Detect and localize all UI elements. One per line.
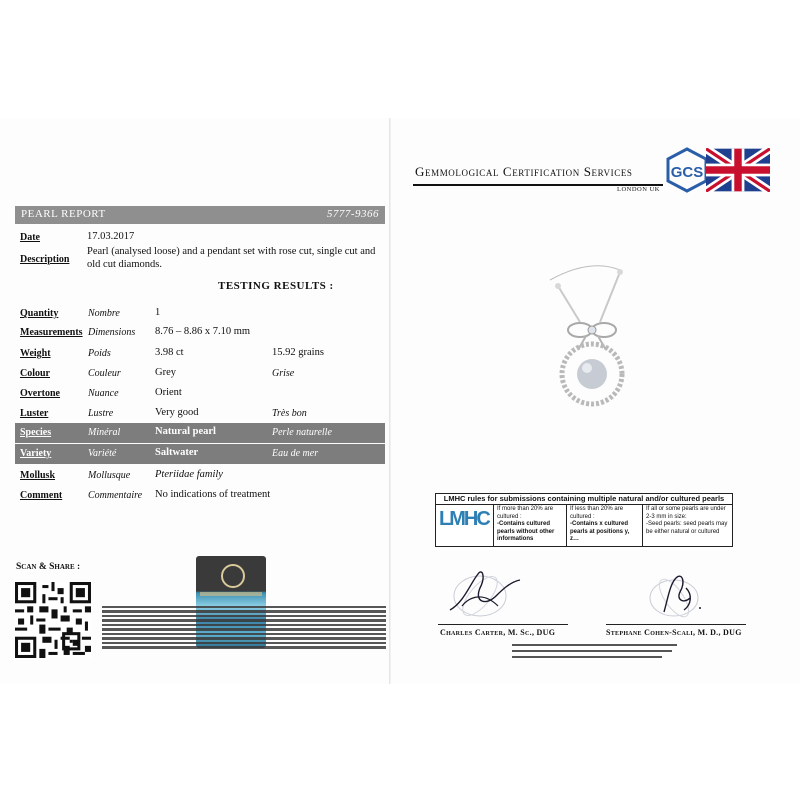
lmhc-col-cultured-over-20 (493, 505, 566, 546)
report-number: 5777-9366 (326, 208, 379, 220)
variety-label: Variety (20, 448, 52, 459)
gcs-logo-text: GCS (670, 164, 704, 181)
species-label: Species (20, 427, 52, 438)
description-label: Description (20, 254, 70, 265)
signature-line-2 (606, 624, 746, 625)
signatory-2-name: Stephane Cohen-Scali, M. D., DUG (606, 628, 742, 637)
lmhc-col-cultured-under-20 (566, 505, 642, 546)
report-title: PEARL REPORT (21, 208, 106, 220)
quantity-value: 1 (155, 307, 161, 318)
colour-fr-value: Grise (272, 368, 295, 379)
comment-label: Comment (20, 490, 63, 501)
measurements-label: Measurements (20, 327, 83, 338)
mollusk-label: Mollusk (20, 470, 56, 481)
lmhc-col1-rule: -Contains cultured pearls without other informations (497, 521, 555, 543)
overtone-fr: Nuance (88, 388, 119, 399)
overtone-value: Orient (155, 387, 182, 398)
lmhc-col2-condition: If less than 20% are cultured : (570, 506, 624, 520)
luster-fr-value: Très bon (272, 408, 307, 419)
species-fr-value: Perle naturelle (272, 427, 332, 438)
species-fr: Minéral (88, 427, 121, 438)
mollusk-fr: Mollusque (88, 470, 131, 481)
lmhc-col3-rule: -Seed pearls: seed pearls may be either natural or cultured (646, 521, 728, 535)
hologram-band (200, 592, 262, 596)
lmhc-logo: LMHC (439, 508, 489, 530)
signatory-1-name: Charles Carter, M. Sc., DUG (440, 628, 556, 637)
comment-value: No indications of treatment (155, 489, 271, 500)
lmhc-title: LMHC rules for submissions containing multiple natural and/or cultured pearls (436, 494, 732, 505)
weight-grains: 15.92 grains (272, 347, 324, 358)
disclaimer-fineprint (102, 606, 386, 651)
colour-label: Colour (20, 368, 50, 379)
lmhc-col-seed-pearls (642, 505, 732, 546)
gcs-logo-icon (664, 147, 710, 193)
luster-label: Luster (20, 408, 49, 419)
variety-fr-value: Eau de mer (272, 448, 319, 459)
union-jack-flag-icon (706, 148, 770, 192)
hologram-emblem (221, 564, 245, 588)
qr-code[interactable] (15, 582, 91, 658)
measurements-value: 8.76 – 8.86 x 7.10 mm (155, 326, 251, 337)
luster-value: Very good (155, 407, 199, 418)
date-label: Date (20, 232, 40, 243)
species-value: Natural pearl (155, 426, 216, 437)
lmhc-col3-condition: If all or some pearls are under 2-3 mm in size: (646, 506, 726, 520)
weight-label: Weight (20, 348, 51, 359)
weight-value: 3.98 ct (155, 347, 184, 358)
report-header-bar (15, 206, 385, 224)
quantity-label: Quantity (20, 308, 59, 319)
variety-row (15, 444, 385, 464)
variety-fr: Variété (88, 448, 117, 459)
date-value: 17.03.2017 (87, 231, 135, 242)
testing-results-heading: TESTING RESULTS : (218, 280, 334, 292)
scan-share-label: Scan & Share : (16, 562, 81, 572)
security-footnote (512, 644, 682, 658)
colour-fr: Couleur (88, 368, 121, 379)
luster-fr: Lustre (88, 408, 114, 419)
lmhc-col1-condition: If more than 20% are cultured : (497, 506, 554, 520)
measurements-fr: Dimensions (88, 327, 136, 338)
variety-value: Saltwater (155, 447, 199, 458)
signature-line-1 (438, 624, 568, 625)
signature-carter (440, 566, 530, 624)
comment-fr: Commentaire (88, 490, 143, 501)
page-fold (389, 118, 391, 684)
weight-fr: Poids (88, 348, 111, 359)
lmhc-col2-rule: -Contains x cultured pearls at positions y, z… (570, 521, 630, 543)
location-label: LONDON UK (617, 186, 660, 193)
pendant-photo (520, 262, 660, 422)
overtone-label: Overtone (20, 388, 60, 399)
signature-cohen-scali (640, 568, 720, 624)
quantity-fr: Nombre (88, 308, 120, 319)
description-value: Pearl (analysed loose) and a pendant set with rose cut, single cut and old cut diamonds. (87, 246, 376, 270)
organization-name: Gemmological Certification Services (415, 164, 633, 179)
mollusk-value: Pteriidae family (155, 469, 223, 480)
species-row (15, 423, 385, 443)
lmhc-rules-box (435, 493, 733, 547)
colour-value: Grey (155, 367, 176, 378)
